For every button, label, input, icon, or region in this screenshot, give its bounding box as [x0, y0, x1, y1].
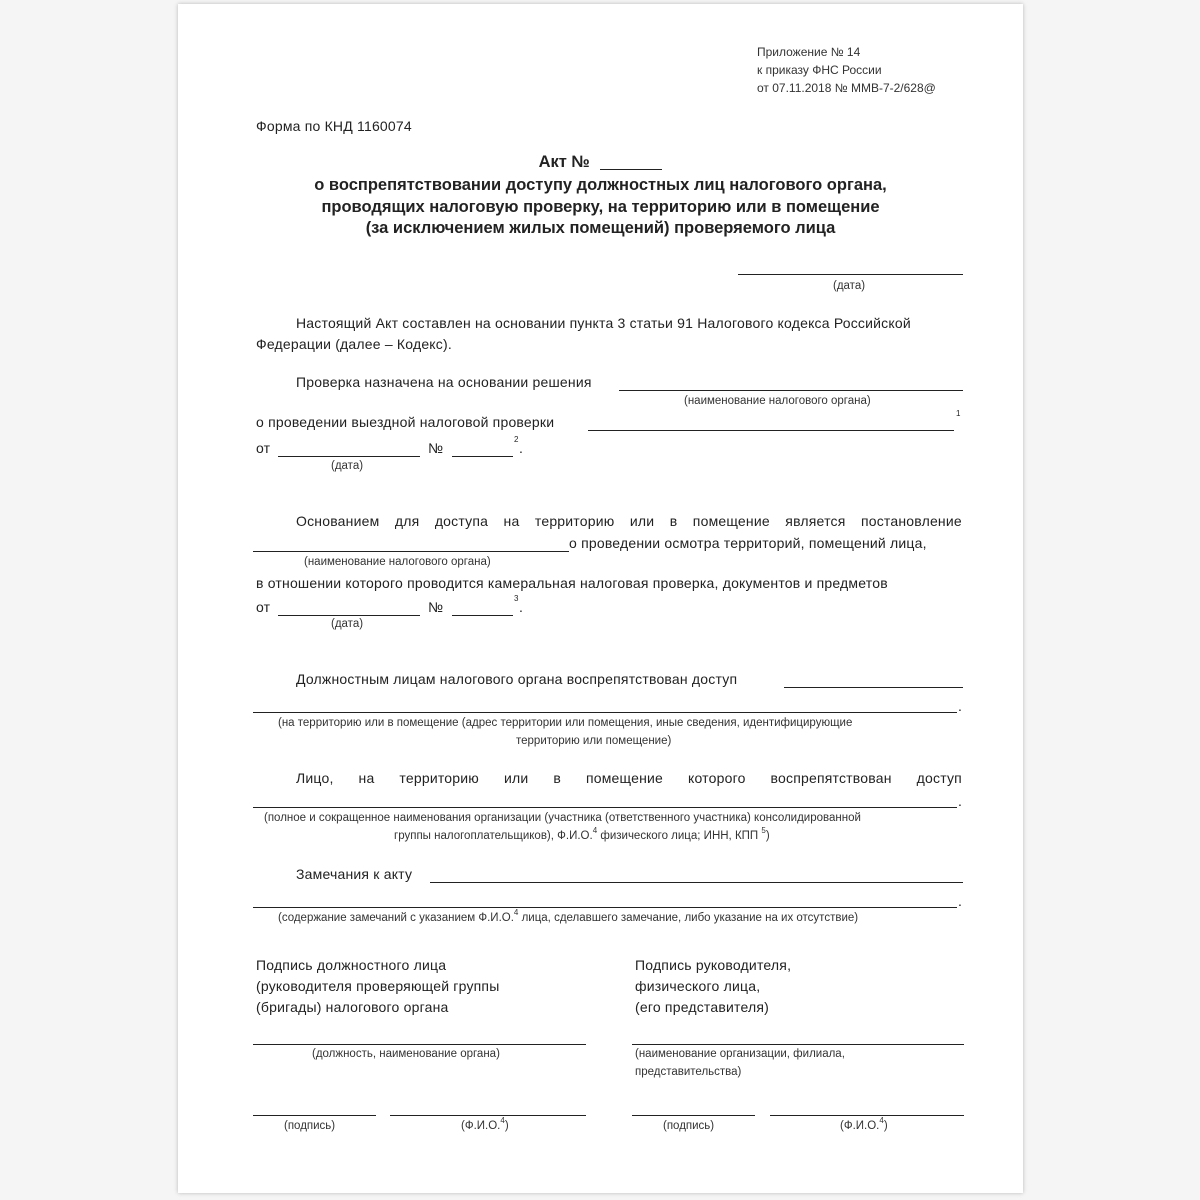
appendix-line-2: к приказу ФНС России: [757, 63, 882, 77]
access-basis-date-line: [278, 615, 420, 616]
footnote-2: 2: [514, 435, 519, 444]
remarks-period: .: [958, 893, 963, 909]
footnote-4: 4: [592, 826, 598, 835]
official-line-1: Подпись должностного лица: [256, 957, 447, 973]
title-line-4: (за исключением жилых помещений) проверяемого лица: [365, 219, 836, 237]
person-line: [296, 770, 962, 786]
access-denied-line-1: [784, 687, 963, 688]
person-period: .: [958, 793, 963, 809]
date-caption: (дата): [833, 280, 866, 292]
footnote-3: 3: [514, 594, 519, 603]
word: на: [358, 770, 375, 786]
caption-part: (Ф.И.О.: [461, 1120, 501, 1132]
access-denied-text: Должностным лицам налогового органа воспрепятствован доступ: [296, 671, 738, 687]
footnote-4: 4: [879, 1116, 884, 1125]
footnote-1: 1: [956, 409, 961, 418]
word: помещение: [585, 770, 664, 786]
word: постановление: [860, 513, 962, 529]
word: помещение: [692, 513, 770, 529]
title-line-1: [178, 153, 1023, 172]
official-line-3: (бригады) налогового органа: [256, 999, 449, 1015]
appendix-line-1: Приложение № 14: [757, 45, 861, 59]
inspection-period: .: [519, 440, 524, 456]
word: для: [394, 513, 420, 529]
head-organization-caption-1: (наименование организации, филиала,: [635, 1048, 845, 1060]
word: или: [503, 770, 529, 786]
inspection-date-caption: (дата): [331, 460, 364, 472]
access-denied-line-2: [253, 712, 957, 713]
person-caption-2: [394, 826, 770, 842]
official-fio-caption: [461, 1116, 509, 1132]
word: Лицо,: [296, 770, 334, 786]
caption-part: физического лица; ИНН, КПП: [600, 830, 759, 842]
word: доступа: [434, 513, 489, 529]
head-line-1: Подпись руководителя,: [635, 957, 792, 973]
remarks-line-2: [253, 907, 957, 908]
intro-line-2: Федерации (далее – Кодекс).: [256, 336, 452, 352]
act-number-blank: [600, 169, 662, 170]
date-line: [738, 274, 963, 275]
access-basis-number-label: №: [428, 599, 444, 615]
caption-part: лица, сделавшего замечание, либо указание на их отсутствие): [521, 912, 859, 924]
access-denied-caption-1: (на территорию или в помещение (адрес территории или помещения, иные сведения, идентифицирующие: [278, 717, 853, 729]
head-organization-caption-2: представительства): [635, 1066, 742, 1078]
head-signature-line: [632, 1115, 755, 1116]
remarks-caption: [278, 908, 859, 924]
head-fio-caption: [840, 1116, 888, 1132]
access-basis-line: [296, 513, 962, 529]
remarks-label: Замечания к акту: [296, 866, 413, 882]
footnote-4: 4: [513, 908, 519, 917]
head-fio-line: [770, 1115, 964, 1116]
footnote-5: 5: [761, 826, 766, 835]
access-denied-caption-2: территорию или помещение): [516, 735, 672, 747]
inspection-number-line: [452, 456, 513, 457]
head-organization-line: [632, 1044, 964, 1045]
word: воспрепятствован: [770, 770, 892, 786]
caption-part: ): [883, 1120, 888, 1132]
person-line-blank: [253, 807, 957, 808]
head-line-3: (его представителя): [635, 999, 770, 1015]
official-fio-line: [390, 1115, 586, 1116]
official-signature-line: [253, 1115, 376, 1116]
word: Основанием: [296, 513, 380, 529]
intro-line-1: Настоящий Акт составлен на основании пункта 3 статьи 91 Налогового кодекса Российской: [296, 315, 911, 331]
inspection-text: Проверка назначена на основании решения: [296, 374, 592, 390]
official-position-caption: (должность, наименование органа): [312, 1048, 500, 1060]
head-signature-caption: (подпись): [663, 1120, 715, 1132]
word: на: [503, 513, 520, 529]
access-basis-period: .: [519, 599, 524, 615]
word: которого: [688, 770, 746, 786]
caption-part: (содержание замечаний с указанием Ф.И.О.: [278, 912, 514, 924]
caption-part: ): [504, 1120, 509, 1132]
inspection-from-label: от: [256, 440, 271, 456]
word: в: [669, 513, 678, 529]
title-line-2: о воспрепятствовании доступу должностных лиц налогового органа,: [314, 176, 887, 194]
person-caption-1: (полное и сокращенное наименования организации (участника (ответственного участника) консолидированной: [264, 812, 861, 824]
access-basis-relation-text: в отношении которого проводится камеральная налоговая проверка, документов и предметов: [256, 575, 888, 591]
inspection-org-caption: (наименование налогового органа): [684, 395, 871, 407]
title-line-3: проводящих налоговую проверку, на территорию или в помещение: [321, 198, 880, 216]
official-line-2: (руководителя проверяющей группы: [256, 978, 500, 994]
word: является: [785, 513, 846, 529]
onsite-text: о проведении выездной налоговой проверки: [256, 414, 555, 430]
official-position-line: [253, 1044, 586, 1045]
onsite-line: [588, 430, 954, 431]
word: территорию: [534, 513, 615, 529]
official-signature-caption: (подпись): [284, 1120, 336, 1132]
access-basis-date-caption: (дата): [331, 618, 364, 630]
caption-part: (Ф.И.О.: [840, 1120, 880, 1132]
access-denied-period: .: [958, 698, 963, 714]
word: в: [553, 770, 561, 786]
inspection-org-line: [619, 390, 963, 391]
caption-part: группы налогоплательщиков), Ф.И.О.: [394, 830, 593, 842]
access-basis-org-line: [253, 551, 569, 552]
access-basis-cont-text: о проведении осмотра территорий, помещений лица,: [569, 535, 927, 551]
access-basis-org-caption: (наименование налогового органа): [304, 556, 491, 568]
head-line-2: физического лица,: [635, 978, 761, 994]
appendix-line-3: от 07.11.2018 № ММВ-7-2/628@: [757, 81, 936, 95]
document-page: [178, 4, 1023, 1193]
word: или: [629, 513, 655, 529]
act-number-label: Акт №: [538, 153, 590, 171]
word: территорию: [399, 770, 479, 786]
caption-part: ): [765, 830, 770, 842]
remarks-line-1: [430, 882, 963, 883]
access-basis-number-line: [452, 615, 513, 616]
access-basis-from-label: от: [256, 599, 271, 615]
footnote-4: 4: [500, 1116, 505, 1125]
inspection-number-label: №: [428, 440, 444, 456]
inspection-date-line: [278, 456, 420, 457]
form-code: Форма по КНД 1160074: [256, 118, 412, 134]
word: доступ: [916, 770, 962, 786]
